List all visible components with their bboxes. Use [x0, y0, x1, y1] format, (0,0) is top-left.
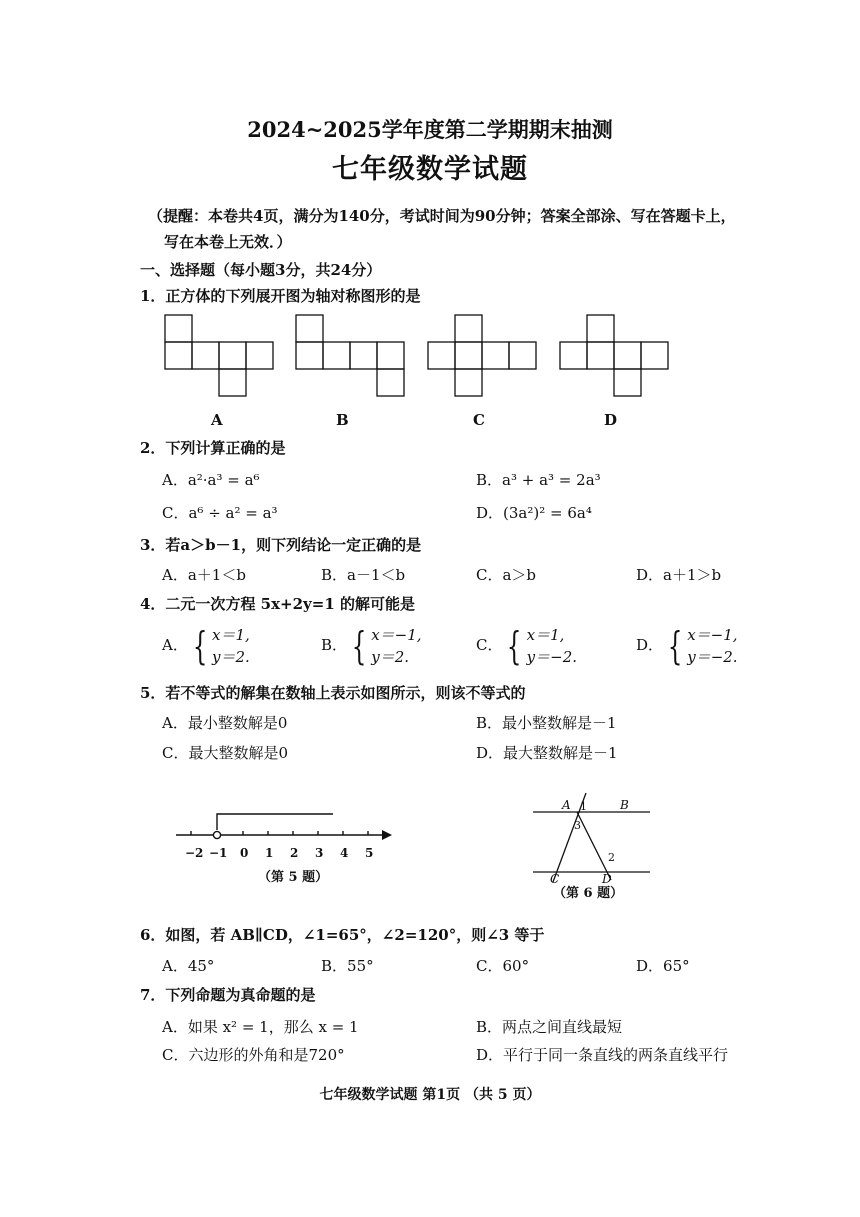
- q5-option-c: C．最大整数解是0: [162, 744, 289, 762]
- q6-option-b: B．55°: [321, 957, 374, 975]
- q4-option-d: D． { x＝−1, y＝−2.: [636, 624, 738, 668]
- q4-b-row2: y＝2.: [371, 648, 410, 666]
- q4-d-row2: y＝−2.: [687, 648, 738, 666]
- q7-option-a: A．如果 x² = 1，那么 x = 1: [162, 1018, 359, 1036]
- parallel-lines-figure: [525, 790, 655, 885]
- number-line-arrow: [382, 830, 392, 840]
- tick-label: 0: [240, 846, 249, 860]
- solution-set-bracket: [217, 814, 333, 830]
- angle-2-label: 2: [608, 851, 615, 864]
- q3-option-b: B．a－1＜b: [321, 566, 406, 584]
- q7-option-c: C．六边形的外角和是720°: [162, 1046, 345, 1064]
- tick-label: 4: [340, 846, 349, 860]
- question-6-stem: 6．如图，若 AB∥CD，∠1=65°，∠2=120°，则∠3 等于: [140, 926, 545, 944]
- q6-option-a: A．45°: [162, 957, 215, 975]
- q7-option-d: D．平行于同一条直线的两条直线平行: [476, 1046, 729, 1064]
- q2-option-a: A．a²·a³ = a⁶: [162, 471, 260, 489]
- q5-option-d: D．最大整数解是－1: [476, 744, 618, 762]
- q4-option-a: A． { x＝1, y＝2.: [162, 624, 250, 668]
- label-a: A: [562, 798, 571, 812]
- q4-option-c: C． { x＝1, y＝−2.: [476, 624, 578, 668]
- question-3-stem: 3．若a＞b－1，则下列结论一定正确的是: [140, 536, 422, 554]
- cube-label-c: C: [473, 411, 485, 429]
- question-4-stem: 4．二元一次方程 5x+2y=1 的解可能是: [140, 595, 415, 613]
- tick-label: −1: [209, 846, 228, 860]
- cube-label-b: B: [336, 411, 349, 429]
- exam-title: 七年级数学试题: [332, 154, 528, 185]
- question-7-stem: 7．下列命题为真命题的是: [140, 986, 316, 1004]
- question-2-stem: 2．下列计算正确的是: [140, 439, 286, 457]
- label-c: C: [550, 872, 560, 885]
- cube-label-a: A: [211, 411, 223, 429]
- section-heading: 一、选择题（每小题3分，共24分）: [140, 261, 382, 279]
- q4-c-row2: y＝−2.: [526, 648, 578, 666]
- q5-option-b: B．最小整数解是－1: [476, 714, 617, 732]
- cube-label-d: D: [604, 411, 618, 429]
- number-line-figure: [170, 805, 400, 867]
- tick-label: 1: [265, 846, 274, 860]
- angle-1-label: 1: [580, 800, 587, 813]
- page-footer: 七年级数学试题 第1页 （共 5 页）: [319, 1087, 541, 1103]
- cube-net-a: [165, 315, 273, 396]
- fig5-caption: （第 5 题）: [258, 870, 329, 885]
- q2-option-d: D．(3a²)² = 6a⁴: [476, 504, 592, 522]
- cube-nets-figure: [160, 312, 680, 402]
- q4-b-row1: x＝−1,: [371, 626, 422, 644]
- cube-net-d: [560, 315, 668, 396]
- q3-option-d: D．a＋1＞b: [636, 566, 722, 584]
- question-5-stem: 5．若不等式的解集在数轴上表示如图所示，则该不等式的: [140, 684, 526, 702]
- open-circle-endpoint: [213, 831, 220, 838]
- cube-net-b: [296, 315, 404, 396]
- label-b: B: [620, 798, 629, 812]
- notice-line-2: 写在本卷上无效．）: [164, 233, 292, 251]
- question-1-stem: 1．正方体的下列展开图为轴对称图形的是: [140, 287, 421, 305]
- q3-option-a: A．a＋1＜b: [162, 566, 246, 584]
- q4-c-row1: x＝1,: [526, 626, 565, 644]
- q4-option-b: B． { x＝−1, y＝2.: [321, 624, 422, 668]
- q2-option-c: C．a⁶ ÷ a² = a³: [162, 504, 278, 522]
- q2-option-b: B．a³ + a³ = 2a³: [476, 471, 601, 489]
- notice-line-1: （提醒：本卷共4页，满分为140分，考试时间为90分钟；答案全部涂、写在答题卡上，: [148, 207, 736, 225]
- q4-a-row1: x＝1,: [212, 626, 250, 644]
- tick-label: 2: [290, 846, 299, 860]
- fig6-caption: （第 6 题）: [553, 886, 624, 901]
- q4-option-c-label: C．: [476, 636, 503, 654]
- q4-option-d-label: D．: [636, 636, 664, 654]
- exam-term-title: 2024~2025学年度第二学期期末抽测: [247, 117, 613, 142]
- tick-label: 5: [365, 846, 374, 860]
- q6-option-c: C．60°: [476, 957, 530, 975]
- label-d: D: [602, 872, 612, 885]
- q7-option-b: B．两点之间直线最短: [476, 1018, 623, 1036]
- tick-label: −2: [185, 846, 204, 860]
- cube-net-c: [428, 315, 536, 396]
- q4-option-a-label: A．: [162, 636, 188, 654]
- q4-d-row1: x＝−1,: [687, 626, 738, 644]
- angle-3-label: 3: [574, 819, 581, 832]
- transversal-bd: [577, 812, 611, 880]
- q4-a-row2: y＝2.: [212, 648, 250, 666]
- q4-option-b-label: B．: [321, 636, 348, 654]
- tick-label: 3: [315, 846, 324, 860]
- q3-option-c: C．a＞b: [476, 566, 537, 584]
- q5-option-a: A．最小整数解是0: [162, 714, 288, 732]
- q6-option-d: D．65°: [636, 957, 690, 975]
